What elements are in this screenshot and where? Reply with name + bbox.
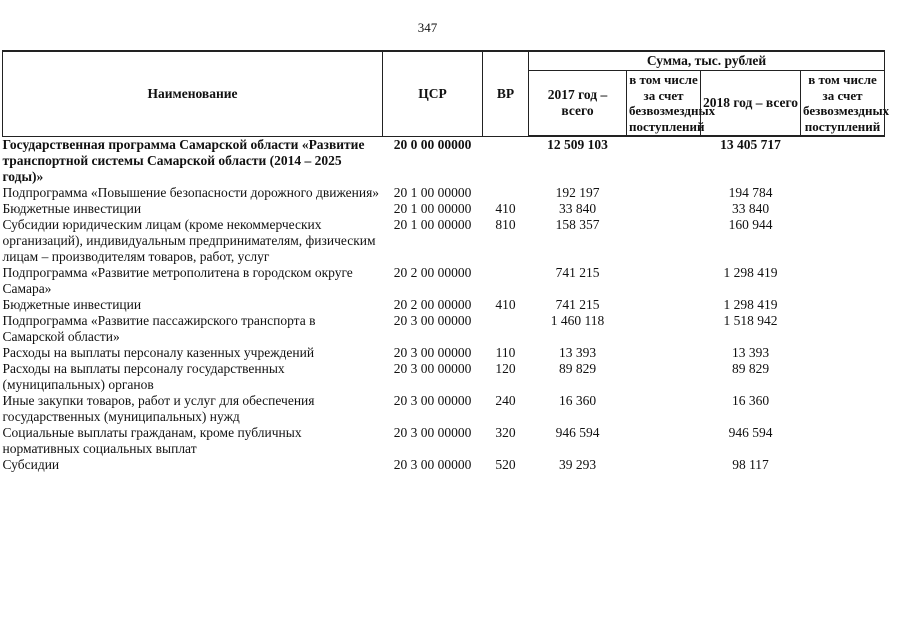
cell-2017-gratuitous [627, 297, 701, 313]
cell-name: Подпрограмма «Развитие пассажирского транспорта в Самарской области» [2, 312, 316, 344]
table-row [3, 265, 885, 297]
cell-2017-gratuitous [627, 217, 701, 265]
cell-2017-gratuitous [627, 265, 701, 297]
cell-name: Бюджетные инвестиции [2, 200, 142, 216]
cell-2017-total: 33 840 [558, 200, 597, 216]
cell-2018-total: 16 360 [731, 392, 770, 408]
cell-2018-total: 1 298 419 [723, 296, 778, 312]
cell-2018-total: 33 840 [731, 200, 770, 216]
cell-2017-total: 13 393 [558, 344, 597, 360]
cell-csr: 20 3 00 00000 [393, 344, 472, 360]
cell-2018-total: 13 393 [731, 344, 770, 360]
table-row [3, 297, 885, 313]
cell-csr: 20 0 00 00000 [393, 136, 472, 152]
table-row [3, 393, 885, 425]
cell-csr: 20 2 00 00000 [393, 264, 472, 280]
cell-2018-total: 89 829 [731, 360, 770, 376]
cell-name: Подпрограмма «Развитие метрополитена в городском округе Самара» [2, 264, 353, 296]
cell-vr: 320 [495, 424, 516, 440]
cell-vr: 520 [495, 456, 516, 472]
cell-2017-total: 946 594 [555, 424, 600, 440]
cell-name: Социальные выплаты гражданам, кроме публичных нормативных социальных выплат [2, 424, 302, 456]
cell-2018-gratuitous [801, 457, 885, 473]
cell-csr: 20 1 00 00000 [393, 184, 472, 200]
header-vr: ВР [483, 51, 529, 136]
cell-2017-total: 158 357 [555, 216, 600, 232]
cell-2018-total: 98 117 [732, 456, 769, 472]
table-row [3, 185, 885, 201]
header-sum-group: Сумма, тыс. рублей [529, 51, 885, 71]
cell-2018-gratuitous [801, 217, 885, 265]
cell-vr [483, 185, 529, 201]
cell-csr: 20 3 00 00000 [393, 360, 472, 376]
header-csr: ЦСР [383, 51, 483, 136]
cell-2017-gratuitous [627, 393, 701, 425]
table-body [3, 136, 885, 473]
cell-name: Государственная программа Самарской области «Развитие транспортной системы Самарской области (2014 – 2025 годы)» [2, 136, 365, 184]
cell-2017-gratuitous [627, 457, 701, 473]
cell-2018-total: 946 594 [728, 424, 773, 440]
cell-2018-gratuitous [801, 297, 885, 313]
cell-2017-gratuitous [627, 136, 701, 185]
cell-vr: 110 [495, 344, 516, 360]
table-row [3, 136, 885, 185]
cell-2017-gratuitous [627, 201, 701, 217]
cell-vr: 240 [495, 392, 516, 408]
cell-2018-gratuitous [801, 393, 885, 425]
cell-2018-gratuitous [801, 185, 885, 201]
cell-csr: 20 2 00 00000 [393, 296, 472, 312]
cell-2018-gratuitous [801, 361, 885, 393]
cell-name: Субсидии юридическим лицам (кроме некоммерческих организаций), индивидуальным предпринимателям, физическим лицам – производителям товаров, работ, услуг [2, 216, 376, 264]
cell-2017-total: 192 197 [555, 184, 600, 200]
header-name: Наименование [3, 51, 383, 136]
cell-2018-gratuitous [801, 313, 885, 345]
table-row [3, 217, 885, 265]
header-2018-total: 2018 год – всего [701, 71, 801, 137]
cell-2018-gratuitous [801, 136, 885, 185]
cell-csr: 20 3 00 00000 [393, 312, 472, 328]
header-2017-total: 2017 год – всего [529, 71, 627, 137]
cell-2018-total: 13 405 717 [720, 137, 781, 152]
cell-name: Расходы на выплаты персоналу государственных (муниципальных) органов [2, 360, 285, 392]
cell-2017-gratuitous [627, 361, 701, 393]
cell-vr [483, 265, 529, 297]
cell-2018-total: 1 298 419 [723, 264, 778, 280]
cell-name: Бюджетные инвестиции [2, 296, 142, 312]
cell-2017-total: 741 215 [555, 264, 600, 280]
cell-csr: 20 3 00 00000 [393, 424, 472, 440]
page-number: 347 [417, 20, 438, 35]
cell-csr: 20 1 00 00000 [393, 216, 472, 232]
table-row [3, 425, 885, 457]
cell-2018-total: 160 944 [728, 216, 773, 232]
table-row [3, 457, 885, 473]
cell-2018-total: 1 518 942 [723, 312, 778, 328]
cell-vr [483, 136, 529, 185]
cell-2017-total: 89 829 [558, 360, 597, 376]
cell-2018-gratuitous [801, 265, 885, 297]
cell-2018-gratuitous [801, 201, 885, 217]
header-2018-gratuitous: в том числе за счет безвозмездных поступлений [801, 71, 885, 137]
cell-csr: 20 3 00 00000 [393, 392, 472, 408]
cell-vr [483, 313, 529, 345]
cell-2017-total: 39 293 [558, 456, 597, 472]
header-2017-gratuitous: в том числе за счет безвозмездных поступлений [627, 71, 701, 137]
cell-vr: 410 [495, 296, 516, 312]
cell-2017-total: 1 460 118 [550, 312, 605, 328]
cell-csr: 20 3 00 00000 [393, 456, 472, 472]
cell-name: Подпрограмма «Повышение безопасности дорожного движения» [2, 184, 380, 200]
cell-2018-total: 194 784 [728, 184, 773, 200]
cell-2017-gratuitous [627, 313, 701, 345]
cell-2017-gratuitous [627, 185, 701, 201]
table-row [3, 313, 885, 345]
cell-2018-gratuitous [801, 345, 885, 361]
cell-2018-gratuitous [801, 425, 885, 457]
budget-table [2, 50, 890, 473]
cell-name: Расходы на выплаты персоналу казенных учреждений [2, 344, 315, 360]
cell-vr: 810 [495, 216, 516, 232]
cell-2017-gratuitous [627, 425, 701, 457]
cell-2017-gratuitous [627, 345, 701, 361]
table-row [3, 201, 885, 217]
cell-name: Субсидии [2, 456, 60, 472]
cell-vr: 410 [495, 200, 516, 216]
table-row [3, 345, 885, 361]
cell-name: Иные закупки товаров, работ и услуг для обеспечения государственных (муниципальных) нужд [2, 392, 315, 424]
cell-2017-total: 741 215 [555, 296, 600, 312]
table-header [3, 51, 890, 136]
cell-2017-total: 12 509 103 [547, 137, 608, 152]
cell-2017-total: 16 360 [558, 392, 597, 408]
table-row [3, 361, 885, 393]
cell-vr: 120 [495, 360, 516, 376]
cell-csr: 20 1 00 00000 [393, 200, 472, 216]
